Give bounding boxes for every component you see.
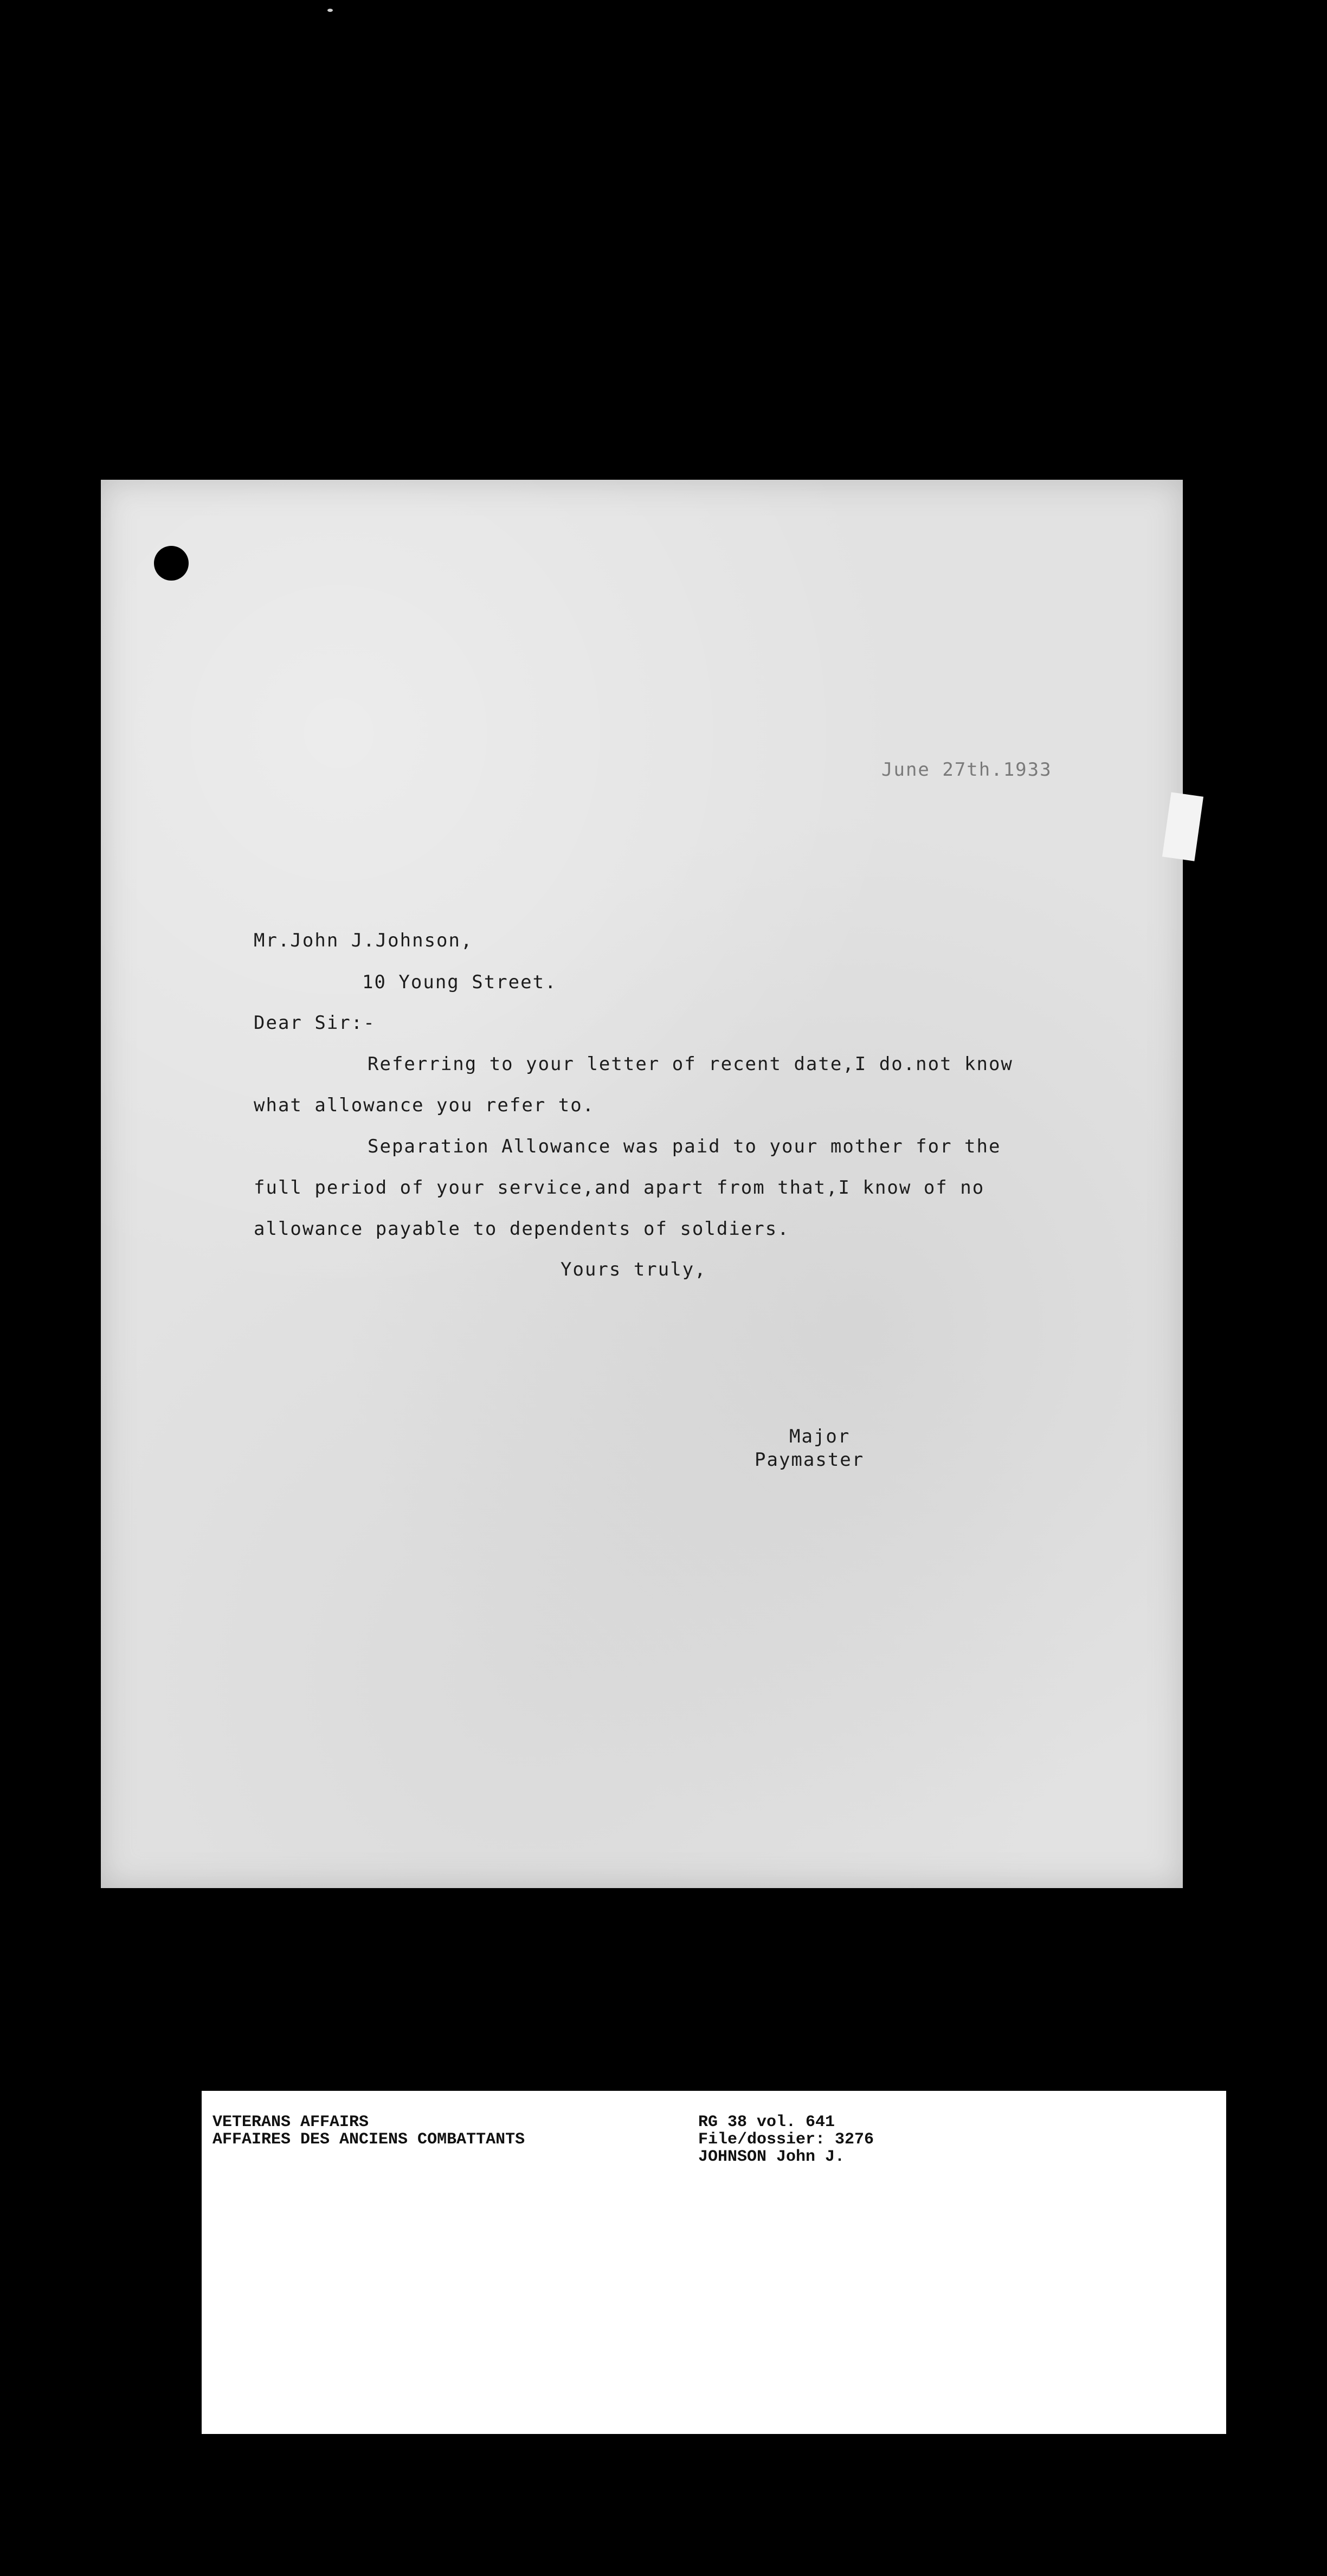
body-line: Referring to your letter of recent date,I do.not know [368,1053,1013,1075]
addressee-street: 10 Young Street. [362,971,557,993]
torn-edge [1162,792,1203,861]
body-line: full period of your service,and apart from that,I know of no [254,1177,985,1199]
letter-date: June 27th.1933 [881,759,1052,781]
body-line: allowance payable to dependents of soldiers. [254,1218,790,1240]
punch-hole [154,546,189,581]
department-fr: AFFAIRES DES ANCIENS COMBATTANTS [212,2130,525,2149]
subject-name: JOHNSON John J. [698,2148,845,2166]
signature-rank: Major [789,1426,851,1447]
closing: Yours truly, [561,1259,707,1280]
record-group: RG 38 vol. 641 [698,2113,835,2131]
addressee-name: Mr.John J.Johnson, [254,930,473,951]
body-line: Separation Allowance was paid to your mother for the [368,1136,1001,1157]
signature-title: Paymaster [755,1449,865,1471]
archive-label [202,2091,1226,2434]
department-en: VETERANS AFFAIRS [212,2113,369,2131]
letter-page [101,480,1183,1888]
salutation: Dear Sir:- [254,1012,376,1034]
file-number: File/dossier: 3276 [698,2130,874,2149]
body-line: what allowance you refer to. [254,1094,595,1116]
dust-speck [327,9,333,12]
